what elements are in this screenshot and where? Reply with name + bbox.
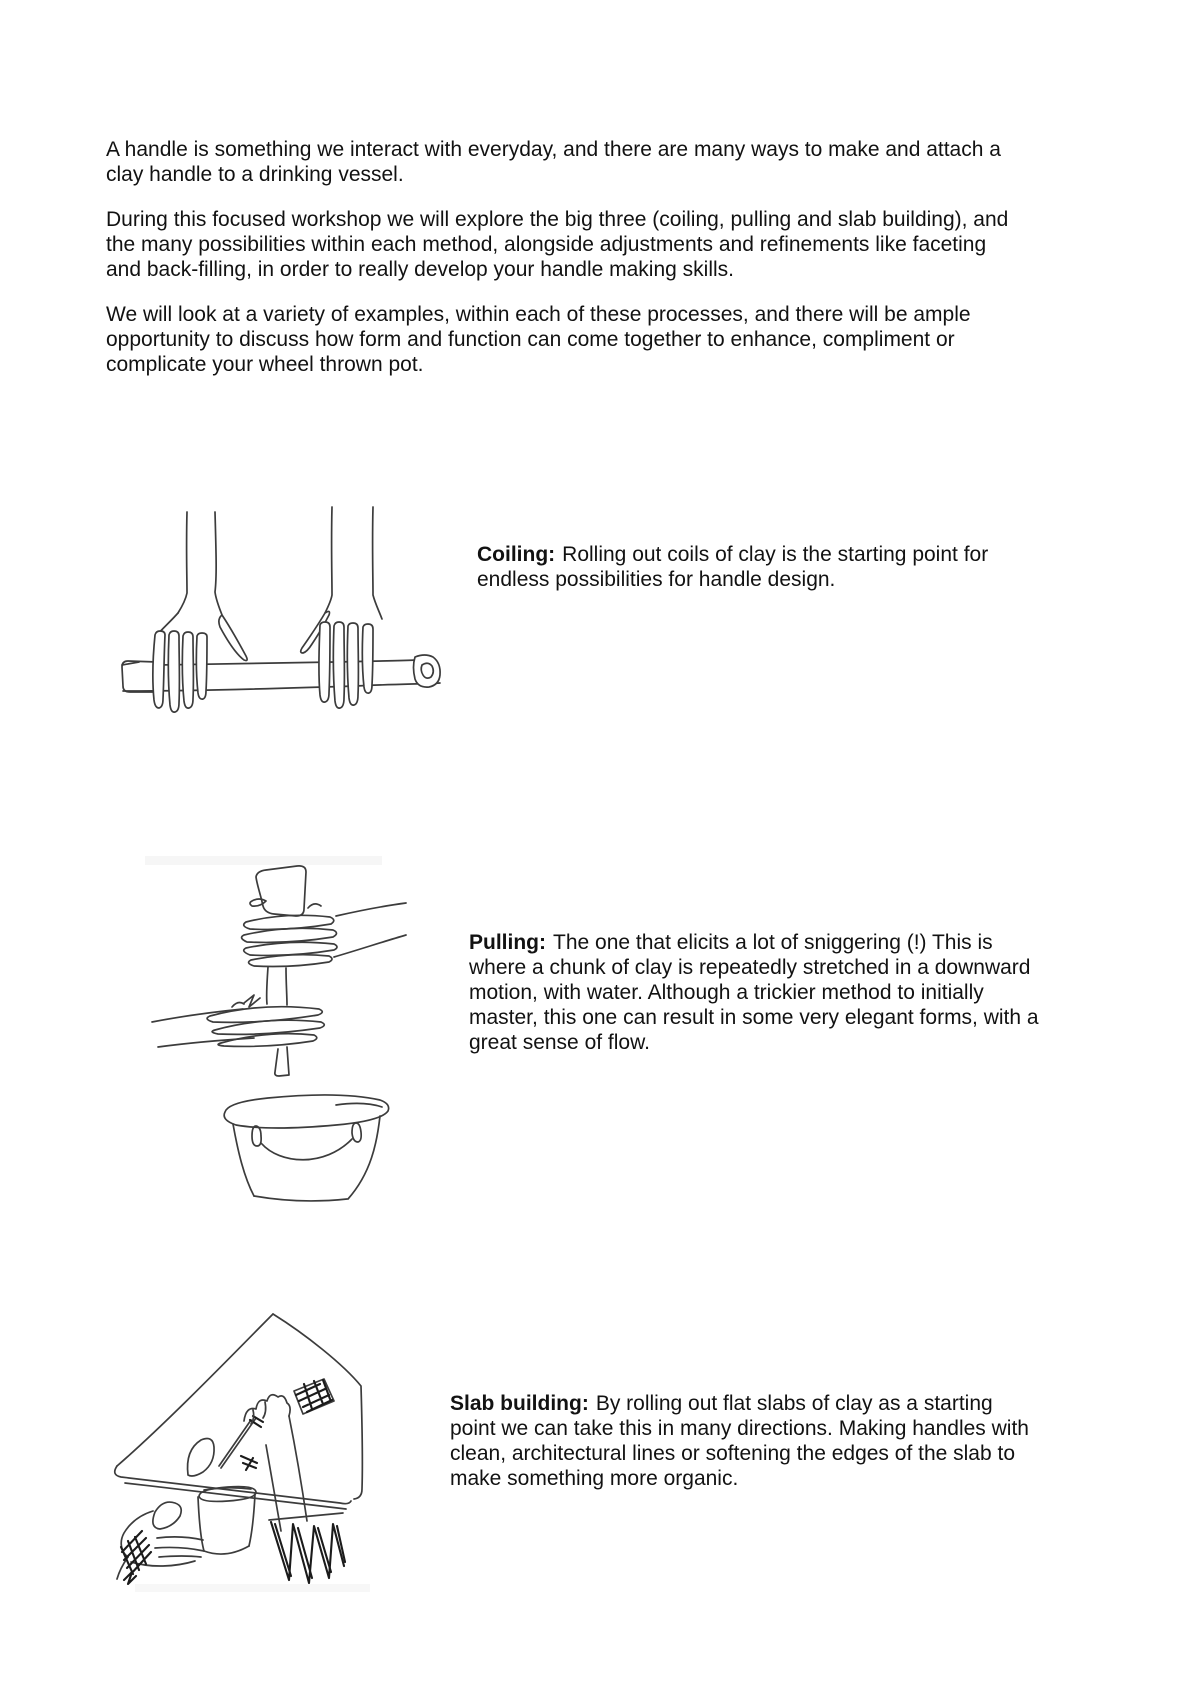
scan-artifact-band	[135, 1584, 370, 1592]
hand-pulling-clay-sketch	[140, 845, 410, 1207]
text-line: and back-filling, in order to really develop your handle making skills.	[106, 258, 734, 281]
scan-artifact-band	[145, 856, 382, 865]
fist-and-arm	[244, 1395, 343, 1531]
coiling-caption	[477, 542, 988, 592]
upper-gripping-hand	[242, 903, 406, 967]
caption-line: motion, with water. Although a trickier method to initially	[469, 981, 984, 1004]
hatched-sleeve	[271, 1522, 345, 1583]
text-line: complicate your wheel thrown pot.	[106, 353, 424, 376]
left-hand	[153, 512, 247, 712]
caption-line: clean, architectural lines or softening the edges of the slab to	[450, 1442, 1016, 1465]
technique-label: Coiling:	[477, 543, 556, 566]
caption-line: endless possibilities for handle design.	[477, 568, 836, 591]
text-line: opportunity to discuss how form and function can come together to enhance, compliment or	[106, 328, 955, 351]
caption-line: make something more organic.	[450, 1467, 739, 1490]
pulling-caption	[469, 930, 1039, 1055]
intro-paragraph	[106, 207, 1008, 282]
caption-line	[477, 542, 988, 567]
intro-text-block	[106, 137, 1008, 397]
slab-building-illustration	[93, 1300, 388, 1595]
clay-slab	[115, 1314, 363, 1509]
text-line: During this focused workshop we will explore the big three (coiling, pulling and slab building), and	[106, 208, 1009, 231]
bucket	[224, 1095, 388, 1201]
caption-line: where a chunk of clay is repeatedly stretched in a downward	[469, 956, 1031, 979]
slab-building-caption	[450, 1391, 1029, 1491]
coiling-illustration	[95, 495, 445, 720]
caption-line: point we can take this in many directions. Making handles with	[450, 1417, 1029, 1440]
technique-label: Pulling:	[469, 931, 546, 954]
slab-building-sketch	[93, 1300, 388, 1595]
caption-text: The one that elicits a lot of sniggering (!) This is	[553, 931, 993, 954]
technique-label: Slab building:	[450, 1392, 589, 1415]
clay-stem	[267, 967, 287, 1005]
caption-line	[450, 1391, 1029, 1416]
text-line: the many possibilities within each method, alongside adjustments and refinements like faceting	[106, 233, 987, 256]
hatched-bracelet	[121, 1531, 151, 1584]
intro-paragraph	[106, 302, 1008, 377]
clay-tip	[275, 1047, 289, 1076]
caption-line: master, this one can result in some very elegant forms, with a	[469, 1006, 1039, 1029]
right-hand	[301, 507, 382, 708]
caption-text: By rolling out flat slabs of clay as a starting	[595, 1392, 993, 1415]
intro-paragraph	[106, 137, 1008, 187]
caption-line	[469, 930, 1039, 955]
pulling-illustration	[140, 845, 410, 1207]
text-line: We will look at a variety of examples, within each of these processes, and there will be ample	[106, 303, 971, 326]
hands-rolling-coil-sketch	[95, 495, 445, 720]
caption-text: Rolling out coils of clay is the starting point for	[562, 543, 989, 566]
caption-line: great sense of flow.	[469, 1031, 650, 1054]
text-line: clay handle to a drinking vessel.	[106, 163, 404, 186]
crosshatch-patch	[294, 1379, 334, 1414]
clay-lump	[250, 866, 306, 916]
text-line: A handle is something we interact with everyday, and there are many ways to make and attach a	[106, 138, 1001, 161]
lower-gripping-hand	[152, 995, 324, 1047]
